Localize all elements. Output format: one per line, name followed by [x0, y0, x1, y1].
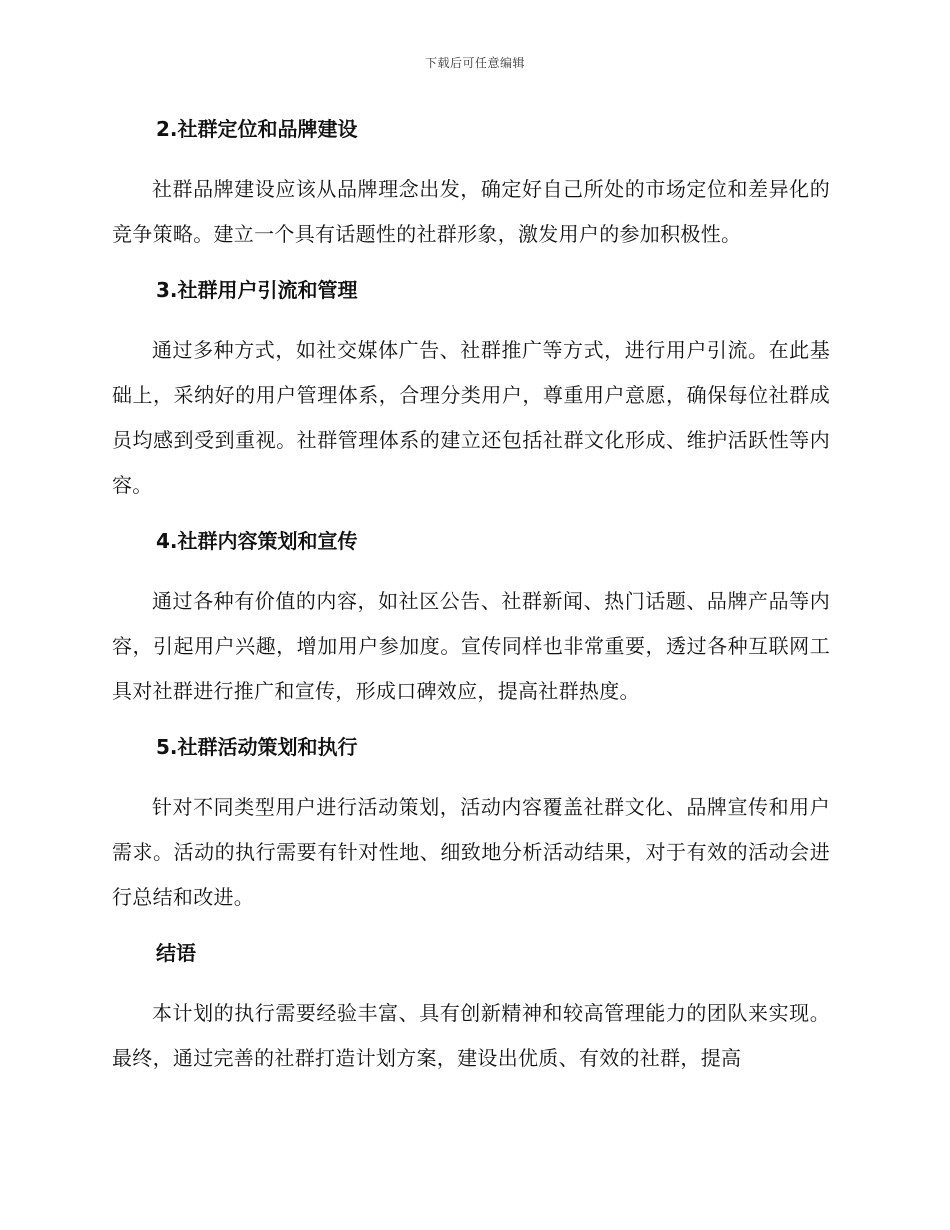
- section-heading: 3.社群用户引流和管理: [156, 278, 358, 302]
- section: [112, 274, 830, 508]
- document-body: [112, 113, 830, 1098]
- section: [112, 731, 830, 920]
- section-paragraph: 通过多种方式，如社交媒体广告、社群推广等方式，进行用户引流。在此基础上，采纳好的用户管理体系，合理分类用户，尊重用户意愿，确保每位社群成员均感到受到重视。社群管理体系的建立还包括社群文化形成、维护活跃性等内容。: [112, 338, 830, 497]
- section-heading: 4.社群内容策划和宣传: [156, 529, 358, 553]
- section: [112, 937, 830, 1081]
- section-heading: 结语: [156, 941, 196, 965]
- section-paragraph: 本计划的执行需要经验丰富、具有创新精神和较高管理能力的团队来实现。最终，通过完善的社群打造计划方案，建设出优质、有效的社群，提高: [112, 1001, 830, 1070]
- section-paragraph: 针对不同类型用户进行活动策划，活动内容覆盖社群文化、品牌宣传和用户需求。活动的执行需要有针对性地、细致地分析活动结果，对于有效的活动会进行总结和改进。: [112, 795, 830, 909]
- section-heading: 5.社群活动策划和执行: [156, 735, 358, 759]
- section: [112, 113, 830, 257]
- section-paragraph: 通过各种有价值的内容，如社区公告、社群新闻、热门话题、品牌产品等内容，引起用户兴趣，增加用户参加度。宣传同样也非常重要，透过各种互联网工具对社群进行推广和宣传，形成口碑效应，提高社群热度。: [112, 589, 830, 703]
- header-note: 下载后可任意编辑: [424, 56, 525, 70]
- section-paragraph: 社群品牌建设应该从品牌理念出发，确定好自己所处的市场定位和差异化的竞争策略。建立一个具有话题性的社群形象，激发用户的参加积极性。: [112, 177, 830, 246]
- section: [112, 525, 830, 714]
- section-heading: 2.社群定位和品牌建设: [156, 117, 358, 141]
